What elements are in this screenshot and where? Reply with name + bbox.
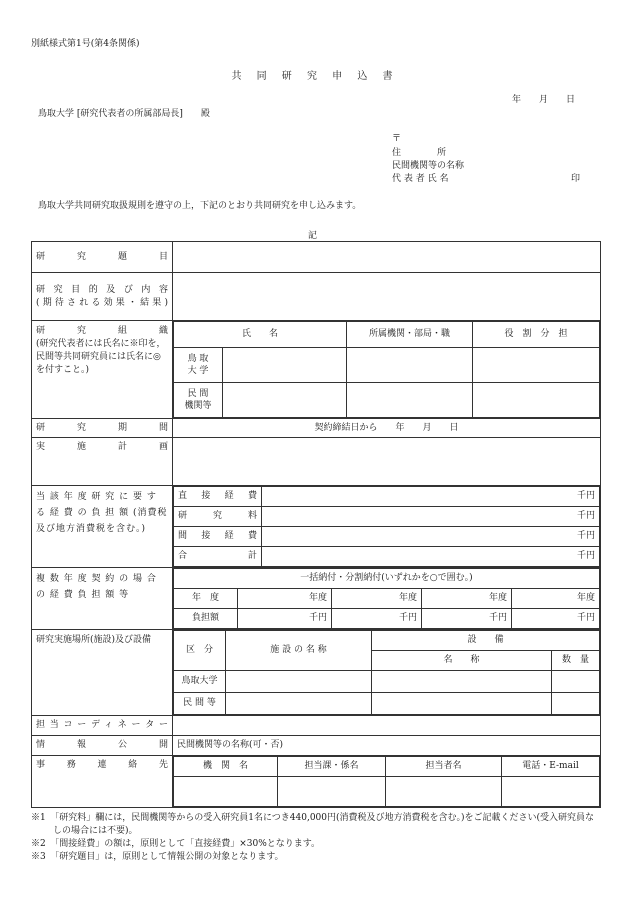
- multi-year-header: 一括納付・分割納付(いずれかを○で囲む。): [174, 569, 600, 589]
- cost-label: 当 該 年 度 研 究 に 要 す る 経 費 の 負 担 額 (消費税及び地方消費税を含む。): [32, 486, 173, 568]
- seal-mark: 印: [571, 174, 581, 184]
- note-2: ※2 「間接経費」の額は，原則として「直接経費」×30%となります。: [31, 839, 321, 849]
- org-private-affiliation[interactable]: [347, 383, 473, 418]
- year-3[interactable]: 年度: [422, 589, 512, 609]
- year-1[interactable]: 年度: [238, 589, 332, 609]
- equipment-header: 設 備: [372, 631, 600, 651]
- notes: [31, 812, 601, 864]
- intro-text: 鳥取大学共同研究取扱規則を遵守の上，下記のとおり共同研究を申し込みます。: [38, 201, 362, 211]
- facility-kubun-header: 区 分: [174, 631, 226, 671]
- date-line: 年 月 日: [512, 95, 576, 105]
- year-label: 年 度: [174, 589, 238, 609]
- burden-1[interactable]: 千円: [238, 609, 332, 629]
- year-2[interactable]: 年度: [332, 589, 422, 609]
- contact-phone-field[interactable]: [502, 777, 600, 807]
- contact-section-field[interactable]: [278, 777, 386, 807]
- postal-mark: 〒: [392, 134, 402, 144]
- org-row-private: 民 間 機関等: [174, 383, 223, 418]
- contact-header-person: 担当者名: [386, 757, 502, 777]
- org-private-name[interactable]: [223, 383, 347, 418]
- burden-4[interactable]: 千円: [512, 609, 600, 629]
- equipment-name-header: 名 称: [372, 651, 552, 671]
- burden-3[interactable]: 千円: [422, 609, 512, 629]
- disclosure-value[interactable]: 民間機関等の名称(可・否): [173, 736, 601, 756]
- application-form-table: [31, 241, 601, 808]
- contact-cell: [173, 756, 601, 808]
- burden-2[interactable]: 千円: [332, 609, 422, 629]
- facility-row-tottori: 鳥取大学: [174, 671, 226, 693]
- representative-label: 代 表 者 氏 名: [392, 174, 449, 184]
- facility-row-private: 民 間 等: [174, 693, 226, 715]
- cost-indirect-label: 間 接 経 費: [174, 527, 262, 547]
- purpose-label: 研 究 目 的 及 び 内 容 (期待される効果・結果): [32, 273, 173, 321]
- cost-total-value[interactable]: 千円: [262, 547, 600, 567]
- org-tottori-affiliation[interactable]: [347, 348, 473, 383]
- note-1: ※1 「研究料」欄には，民間機関等からの受入研究員1名につき440,000円(消費税及び地方消費税を含む。)をご記載ください(受入研究員なしの場合には不要)。: [31, 813, 595, 836]
- note-3: ※3 「研究題目」は，原則として情報公開の対象となります。: [31, 852, 284, 862]
- cost-indirect-value[interactable]: 千円: [262, 527, 600, 547]
- equipment-tottori-name[interactable]: [372, 671, 552, 693]
- address-label: 住 所: [392, 148, 447, 158]
- contact-header-section: 担当課・係名: [278, 757, 386, 777]
- facility-name-header: 施 設 の 名 称: [226, 631, 372, 671]
- cost-research-fee-label: 研 究 料: [174, 507, 262, 527]
- coordinator-label: 担当コーディネーター: [32, 716, 173, 736]
- cost-research-fee-value[interactable]: 千円: [262, 507, 600, 527]
- year-4[interactable]: 年度: [512, 589, 600, 609]
- equipment-private-qty[interactable]: [552, 693, 600, 715]
- organization-cell: [173, 321, 601, 419]
- multi-year-label: 複 数 年 度 契 約 の 場 合 の 経 費 負 担 額 等: [32, 568, 173, 630]
- cost-direct-value[interactable]: 千円: [262, 487, 600, 507]
- research-title-label: 研 究 題 目: [32, 242, 173, 273]
- org-header-affiliation: 所属機関・部局・職: [347, 322, 473, 348]
- coordinator-field[interactable]: [173, 716, 601, 736]
- organization-label: 研 究 組 織 (研究代表者には氏名に※印を，民間等共同研究員には氏名に◎を付すこと。): [32, 321, 173, 419]
- period-label: 研 究 期 間: [32, 419, 173, 438]
- facility-tottori-name[interactable]: [226, 671, 372, 693]
- form-number: 別紙様式第1号(第4条関係): [31, 39, 140, 49]
- org-tottori-name[interactable]: [223, 348, 347, 383]
- multi-year-cell: [173, 568, 601, 630]
- contact-header-phone: 電話・E-mail: [502, 757, 600, 777]
- contact-label: 事 務 連 絡 先: [32, 756, 173, 808]
- period-value[interactable]: 契約締結日から 年 月 日: [173, 419, 601, 438]
- equipment-private-name[interactable]: [372, 693, 552, 715]
- contact-person-field[interactable]: [386, 777, 502, 807]
- org-row-tottori: 鳥 取 大 学: [174, 348, 223, 383]
- org-name-label: 民間機関等の名称: [392, 161, 465, 171]
- equipment-tottori-qty[interactable]: [552, 671, 600, 693]
- cost-cell: [173, 486, 601, 568]
- burden-label: 負担額: [174, 609, 238, 629]
- org-private-role[interactable]: [473, 383, 600, 418]
- ki-mark: 記: [308, 231, 318, 241]
- org-tottori-role[interactable]: [473, 348, 600, 383]
- addressee: 鳥取大学 [研究代表者の所属部局長] 殿: [38, 109, 210, 119]
- facility-private-name[interactable]: [226, 693, 372, 715]
- research-title-field[interactable]: [173, 242, 601, 273]
- org-header-role: 役 割 分 担: [473, 322, 600, 348]
- contact-header-org: 機 関 名: [174, 757, 278, 777]
- facility-label: 研究実施場所(施設)及び設備: [32, 630, 173, 716]
- org-header-name: 氏 名: [174, 322, 347, 348]
- cost-direct-label: 直 接 経 費: [174, 487, 262, 507]
- plan-field[interactable]: [173, 438, 601, 486]
- cost-total-label: 合 計: [174, 547, 262, 567]
- contact-org-field[interactable]: [174, 777, 278, 807]
- purpose-field[interactable]: [173, 273, 601, 321]
- facility-cell: [173, 630, 601, 716]
- page-title: 共 同 研 究 申 込 書: [231, 71, 399, 82]
- equipment-qty-header: 数 量: [552, 651, 600, 671]
- disclosure-label: 情 報 公 開: [32, 736, 173, 756]
- plan-label: 実 施 計 画: [32, 438, 173, 486]
